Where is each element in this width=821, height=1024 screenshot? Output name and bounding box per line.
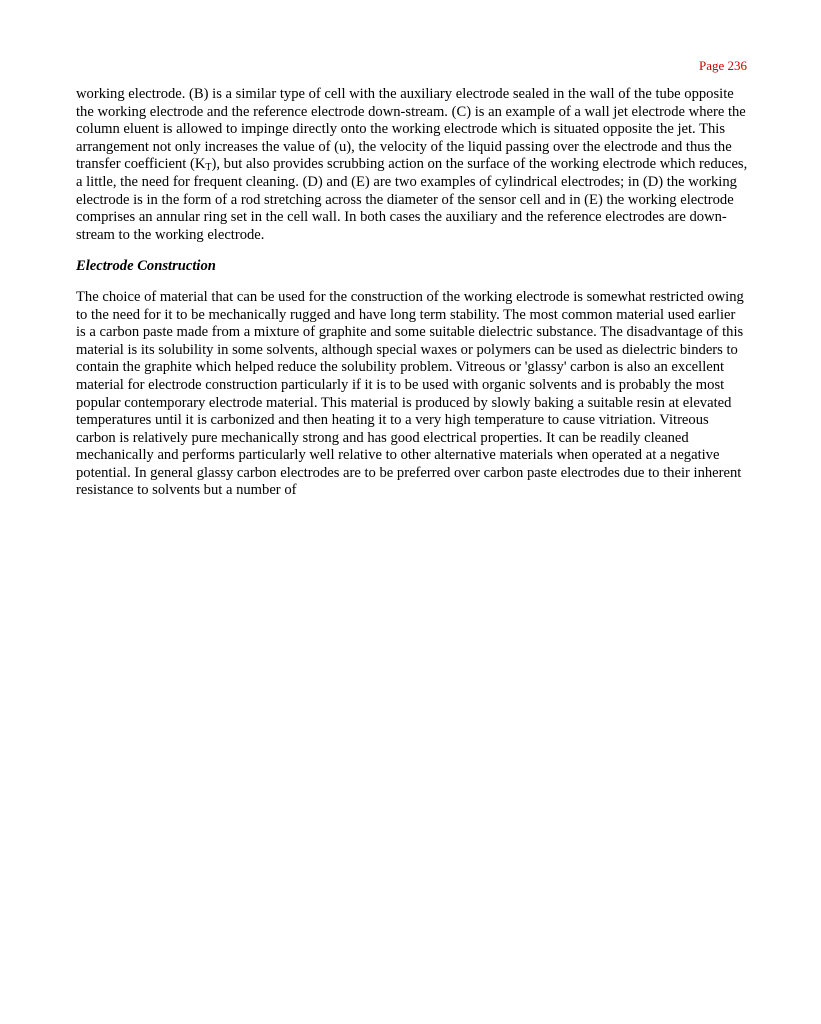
paragraph-text-part-2: ), but also provides scrubbing action on the surface of the working electrode which reduces, a little, the need for frequent cleaning. (D) and (E) are two examples of cylindrical electrodes; in (D) the working electrode is in the form of a rod stretching across the diameter of the sensor cell and in (E) the working electrode comprises an annular ring set in the cell wall. In both cases the auxiliary and the reference electrodes are down-stream to the working electrode.	[76, 156, 748, 243]
page-number: Page 236	[698, 58, 747, 73]
paragraph-electrode-construction: The choice of material that can be used for the construction of the working electrode is somewhat restricted owing to the need for it to be mechanically rugged and have long term stability. The most common material used earlier is a carbon paste made from a mixture of graphite and some suitable dielectric substance. The disadvantage of this material is its solubility in some solvents, although special waxes or polymers can be used as dielectric binders to contain the graphite which helped reduce the solubility problem. Vitreous or 'glassy' carbon is also an excellent material for electrode construction particularly if it is to be used with organic solvents and is probably the most popular contemporary electrode material. This material is produced by slowly baking a suitable resin at elevated temperatures until it is carbonized and then heating it to a very high temperature to cause vitriation. Vitreous carbon is relatively pure mechanically strong and has good electrical properties. It can be readily cleaned mechanically and performs particularly well relative to other alternative materials when operated at a negative potential. In general glassy carbon electrodes are to be preferred over carbon paste electrodes due to their inherent resistance to solvents but a number of	[76, 288, 744, 499]
paragraph-text-part-1: working electrode. (B) is a similar type of cell with the auxiliary electrode sealed in the wall of the tube opposite the working electrode and the reference electrode down-stream. (C) is an example of a wall jet electrode where the column eluent is allowed to impinge directly onto the working electrode which is situated opposite the jet. This arrangement not only increases the value of (u), the velocity of the liquid passing over the electrode and thus the transfer coefficient (K	[76, 86, 746, 173]
body-text	[76, 86, 748, 500]
paragraph-continuation	[76, 86, 748, 244]
subscript-t: T	[205, 162, 212, 174]
section-heading: Electrode Construction	[76, 258, 216, 275]
